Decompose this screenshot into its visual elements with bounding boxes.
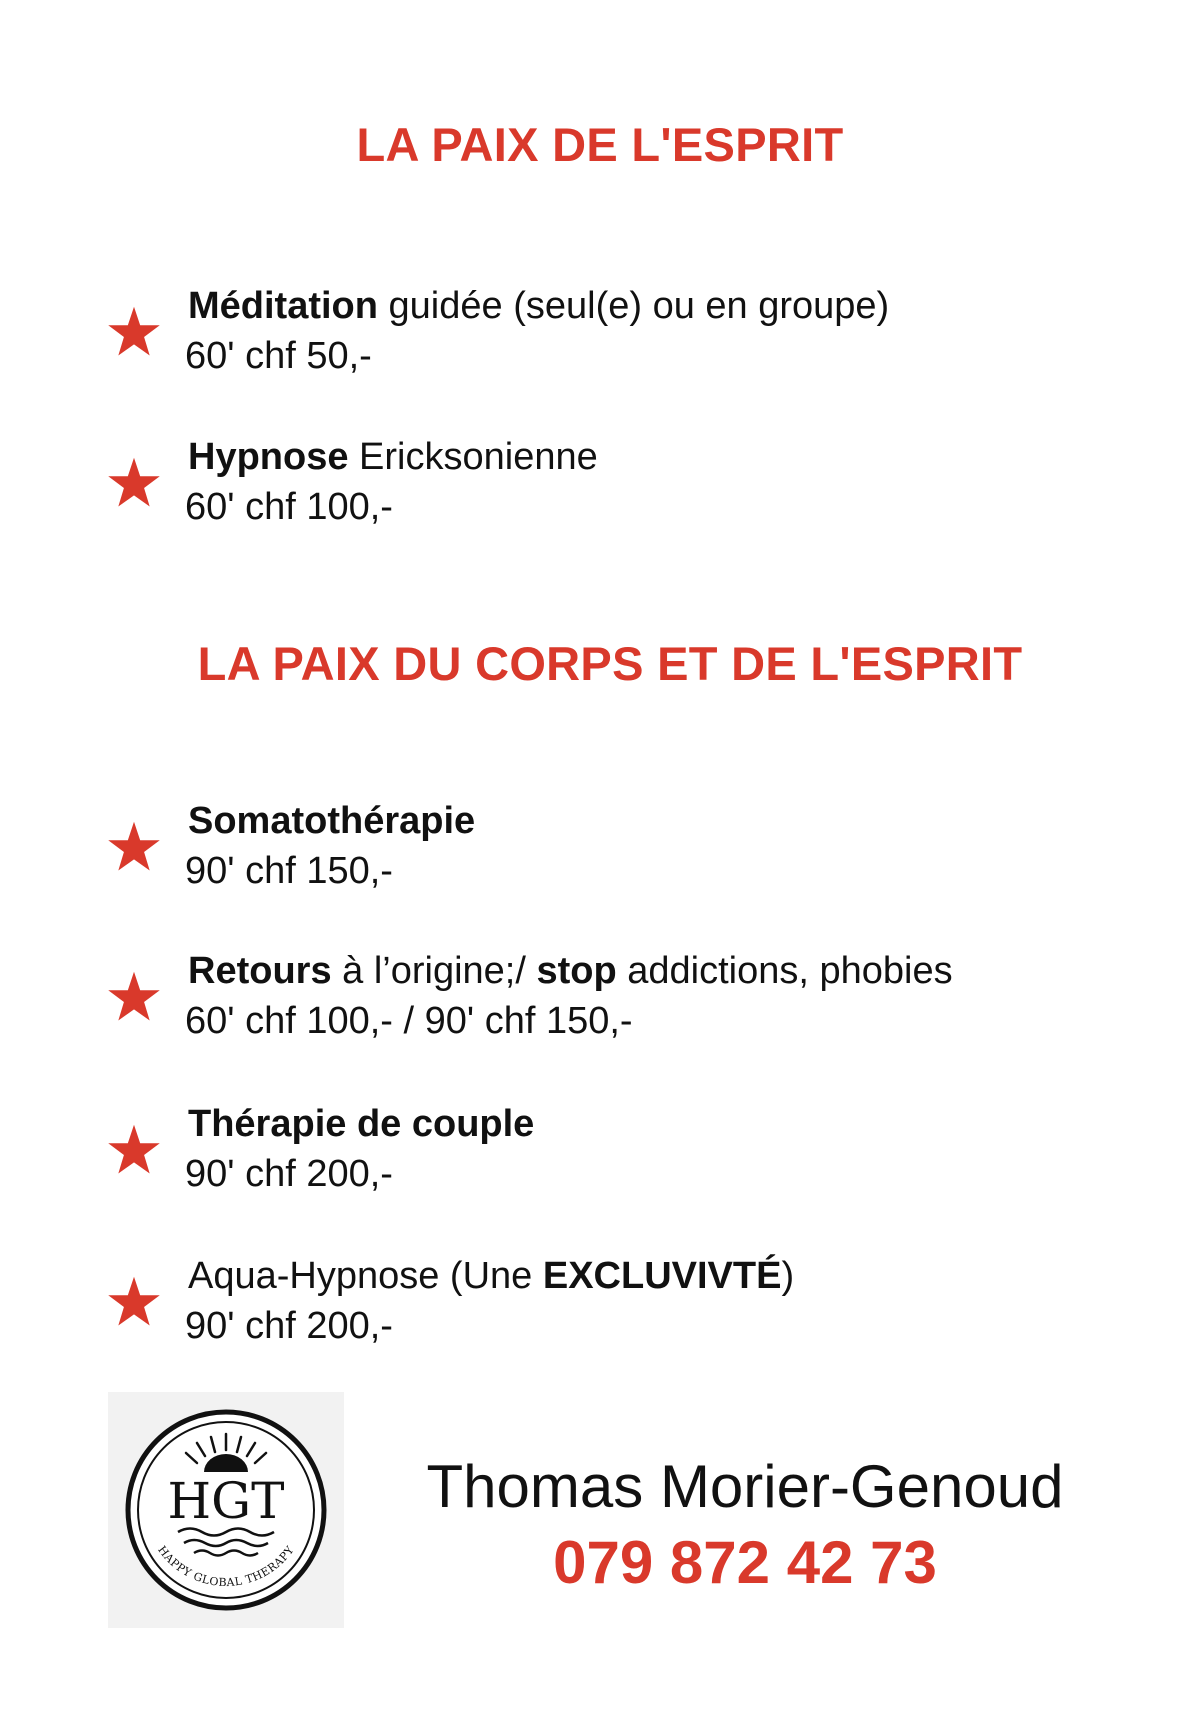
logo-ring-text: HAPPY GLOBAL THERAPY — [155, 1543, 297, 1590]
service-item-somatotherapie — [105, 797, 1105, 907]
service-name: Retours à l’origine;/ stop addictions, phobies — [188, 950, 953, 992]
service-name: Méditation guidée (seul(e) ou en groupe) — [188, 285, 890, 327]
star-icon — [105, 969, 163, 1025]
service-price: 60' chf 100,- — [185, 486, 393, 528]
contact-name: Thomas Morier-Genoud — [426, 1453, 1064, 1520]
service-name: Hypnose Ericksonienne — [188, 436, 598, 478]
service-price: 90' chf 150,- — [185, 850, 393, 892]
service-item-hypnose — [105, 433, 1105, 543]
star-icon — [105, 304, 163, 360]
service-item-retours — [105, 947, 1105, 1057]
service-price: 60' chf 100,- / 90' chf 150,- — [185, 1000, 633, 1042]
section-title-body-mind: LA PAIX DU CORPS ET DE L'ESPRIT — [197, 637, 1023, 690]
hgt-logo — [108, 1392, 344, 1628]
service-item-meditation — [105, 282, 1105, 392]
logo-monogram: HGT — [167, 1472, 285, 1530]
service-item-therapie-couple — [105, 1100, 1105, 1210]
star-icon — [105, 1274, 163, 1330]
service-price: 60' chf 50,- — [185, 335, 372, 377]
logo-emblem — [108, 1392, 344, 1628]
contact-phone[interactable]: 079 872 42 73 — [553, 1529, 937, 1596]
service-name: Aqua-Hypnose (Une EXCLUVIVTÉ) — [188, 1255, 795, 1297]
star-icon — [105, 819, 163, 875]
star-icon — [105, 1122, 163, 1178]
service-name: Somatothérapie — [188, 800, 476, 842]
service-price: 90' chf 200,- — [185, 1153, 393, 1195]
service-item-aqua-hypnose — [105, 1252, 1105, 1362]
service-price: 90' chf 200,- — [185, 1305, 393, 1347]
section-title-mind: LA PAIX DE L'ESPRIT — [356, 118, 844, 171]
star-icon — [105, 455, 163, 511]
service-name: Thérapie de couple — [188, 1103, 535, 1145]
